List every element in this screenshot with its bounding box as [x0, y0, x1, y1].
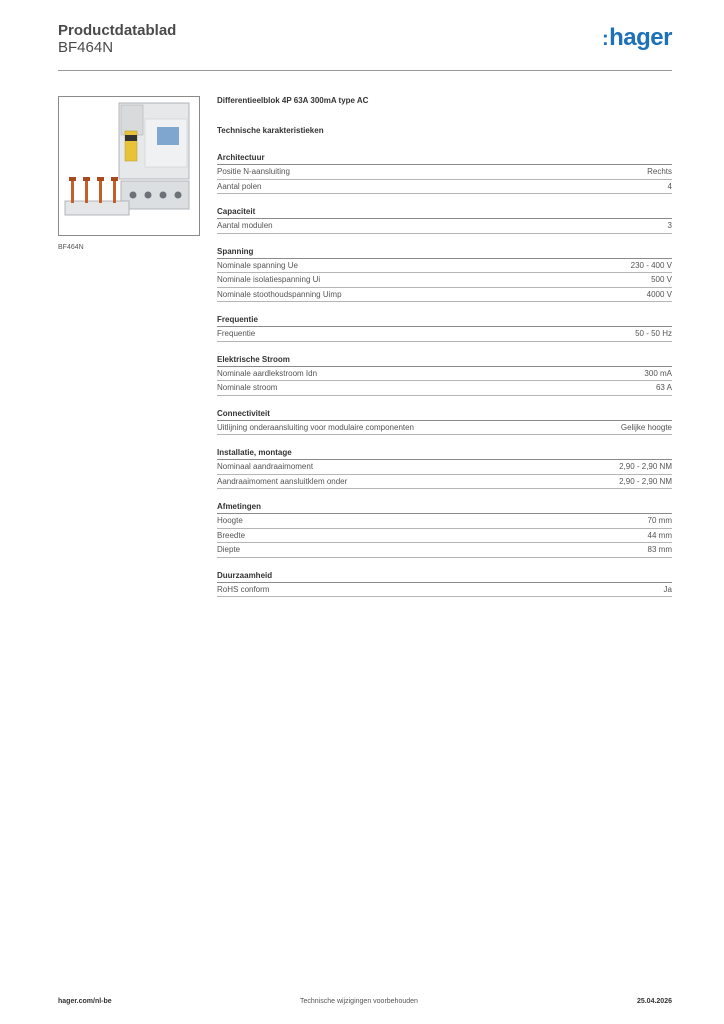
spec-section [217, 314, 672, 342]
section-title: Afmetingen [217, 501, 672, 514]
spec-row [217, 583, 672, 598]
spec-section [217, 501, 672, 558]
spec-label: Nominale spanning Ue [217, 260, 298, 270]
spec-value: 3 [667, 221, 672, 230]
section-title: Installatie, montage [217, 447, 672, 460]
spec-label: Aantal modulen [217, 221, 273, 230]
technical-characteristics-heading: Technische karakteristieken [217, 126, 324, 135]
spec-label: Frequentie [217, 329, 256, 338]
product-image [58, 96, 200, 236]
product-code: BF464N [58, 39, 114, 56]
spec-row [217, 421, 672, 436]
section-title: Capaciteit [217, 206, 672, 219]
footer-website: hager.com/nl-be [58, 998, 112, 1005]
residual-current-block-image [59, 97, 199, 235]
spec-label: Diepte [217, 545, 241, 554]
spec-label: Nominale isolatiespanning Ui [217, 275, 321, 284]
spec-label: Nominale stoothoudspanning Uimp [217, 289, 342, 299]
spec-value: 50 - 50 Hz [635, 329, 672, 338]
spec-value: 500 V [651, 275, 672, 284]
section-title: Duurzaamheid [217, 570, 672, 583]
spec-label: Uitlijning onderaansluiting voor modulaire componenten [217, 422, 415, 432]
spec-row [217, 219, 672, 234]
spec-value: 44 mm [647, 530, 672, 540]
spec-label: Aandraaimoment aansluitklem onder [217, 476, 348, 486]
spec-section [217, 152, 672, 194]
spec-label: Positie N-aansluiting [217, 167, 290, 176]
spec-value: 300 mA [644, 368, 672, 378]
spec-row [217, 475, 672, 490]
spec-section [217, 206, 672, 234]
spec-row [217, 165, 672, 180]
section-title: Spanning [217, 246, 672, 259]
spec-sections [217, 152, 672, 597]
spec-label: RoHS conform [217, 584, 270, 594]
hager-logo: :hager [601, 24, 672, 51]
spec-row [217, 259, 672, 274]
spec-value: 63 A [655, 383, 672, 392]
spec-value: 83 mm [647, 545, 672, 554]
footer-date: 25.04.2026 [636, 998, 672, 1005]
spec-label: Hoogte [217, 516, 243, 525]
spec-label: Breedte [217, 530, 246, 540]
section-title: Elektrische Stroom [217, 354, 672, 367]
spec-section [217, 447, 672, 489]
spec-value: 230 - 400 V [630, 260, 672, 270]
page-header [58, 22, 672, 71]
spec-value: 4 [667, 181, 672, 191]
spec-value: Rechts [647, 167, 672, 176]
section-title: Frequentie [217, 314, 672, 327]
spec-row [217, 273, 672, 288]
section-title: Connectiviteit [217, 408, 672, 421]
spec-value: 2,90 - 2,90 NM [619, 476, 672, 486]
spec-value: Gelijke hoogte [620, 422, 672, 432]
spec-value: 70 mm [647, 516, 672, 525]
spec-label: Nominaal aandraaimoment [217, 462, 314, 471]
section-title: Architectuur [217, 152, 672, 165]
image-caption: BF464N [58, 244, 84, 251]
spec-row [217, 288, 672, 303]
document-title: Productdatablad [58, 22, 177, 39]
spec-label: Nominale aardlekstroom Idn [217, 368, 318, 378]
spec-row [217, 327, 672, 342]
spec-row [217, 367, 672, 382]
spec-row [217, 543, 672, 558]
spec-section [217, 246, 672, 303]
spec-row [217, 460, 672, 475]
spec-label: Aantal polen [217, 181, 262, 191]
spec-row [217, 381, 672, 396]
spec-section [217, 570, 672, 598]
spec-value: 2,90 - 2,90 NM [619, 462, 672, 471]
product-description: Differentieelblok 4P 63A 300mA type AC [217, 96, 369, 105]
footer-disclaimer: Technische wijzigingen voorbehouden [300, 998, 418, 1005]
spec-row [217, 529, 672, 544]
product-specs [217, 96, 672, 609]
spec-label: Nominale stroom [217, 383, 278, 392]
spec-row [217, 180, 672, 195]
spec-value: Ja [663, 584, 672, 594]
spec-value: 4000 V [646, 289, 672, 299]
spec-section [217, 354, 672, 396]
spec-row [217, 514, 672, 529]
spec-section [217, 408, 672, 436]
